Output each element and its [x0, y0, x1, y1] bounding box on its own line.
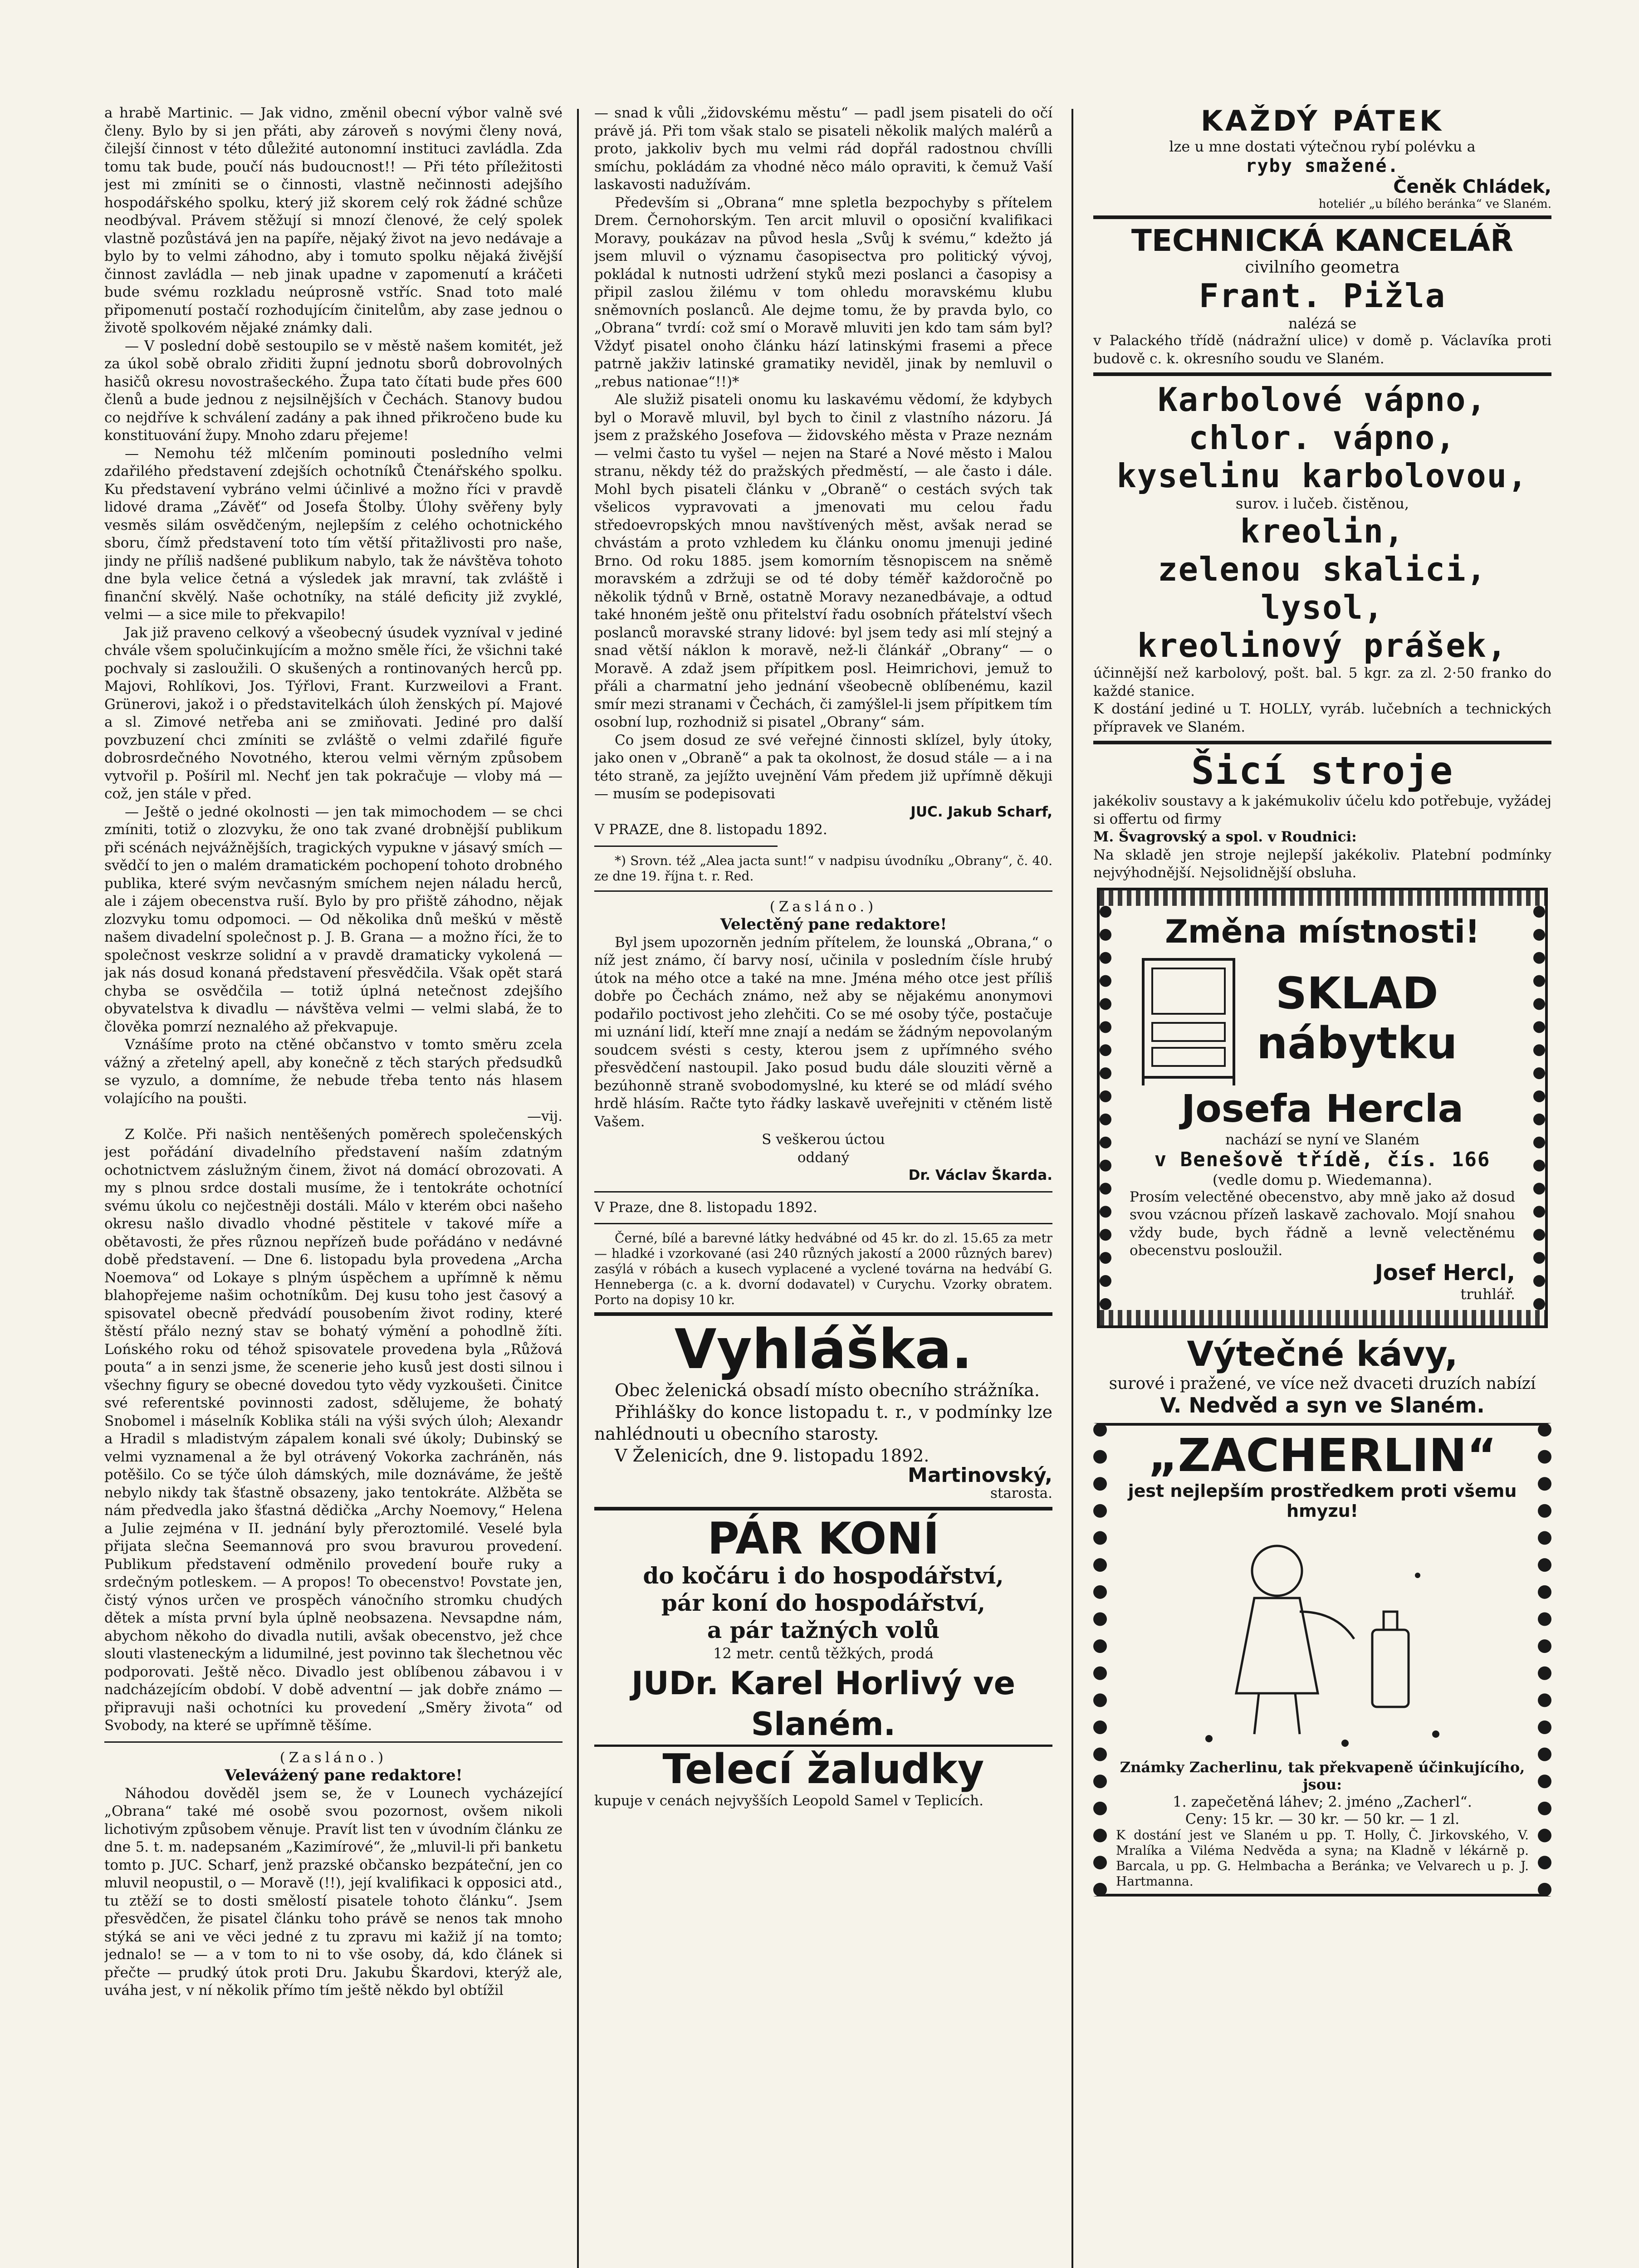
ad-text: pár koní do hospodářství, [661, 1589, 986, 1616]
ad-text: jest nejlepším prostředkem proti všemu hmyzu! [1128, 1481, 1517, 1521]
section-label: (Zasláno.) [769, 898, 877, 915]
ad-vyhlaska [594, 1320, 1052, 1502]
letter-closing: S veškerou úctou [762, 1131, 885, 1148]
ad-silk: Černé, bílé a barevné látky hedvábné od 45 kr. do zl. 15.65 za metr — hladké i vzorkované (asi 240 různých jakostí a 2000 různých barev) zasýlá v róbách a kusech vyplacené a vyclené továrna na hedvábí G. Henneberga (c. a k. dvorní dodavatel) v Curychu. Vzorky obratem. Porto na dopisy 10 kr. [594, 1231, 1052, 1307]
column-middle [594, 104, 1052, 2268]
ad-tripe [594, 1747, 1052, 1810]
ad-text: účinnější než karbolový, pošt. bal. 5 kgr. za zl. 2·50 franko do každé stanice. [1093, 665, 1551, 699]
article-signature: Dr. Václav Škarda. [908, 1167, 1052, 1183]
divider [594, 1191, 1052, 1193]
article-text: Co jsem dosud ze své veřejné činnosti sklízel, byly útoky, jako onen v „Obraně“ a pak ta okolnost, že dosud stále — a i na této straně, za jejížto uvejnění Vám předem již upřímně děkuji — musím se podepisovati [594, 732, 1052, 802]
article-text: — Nemohu též mlčením pominouti posledního velmi zdařilého představení zdejších ochotníků Čtenářského spolku. Ku představení vybráno velmi účinlivé a možno říci v pravdě lidové drama „Závěť“ od Josefa Štolby. Úlohy svěřeny byly vesměs silám osvědčeným, nejlepším z celého ochotnického sboru, čímž představení toto tím větší přitažlivosti pro naše, jindy ne příliš nadšené publikum nabylo, tak že návštěva tohoto dne byla velice četná a výsledek jak mravní, tak zvláště i finanční skvělý. Naše ochotníky, na stálé deficity již zvyklé, velmi — a sice mile to překvapilo! [104, 445, 563, 623]
ad-title: Výtečné kávy, [1187, 1333, 1458, 1374]
ad-title: kyselinu karbolovou, [1116, 457, 1528, 495]
ad-text: nalézá se [1288, 315, 1357, 332]
article-text: Vznášíme proto na ctěné občanstvo v tomto směru zcela vážný a zřetelný apell, aby konečně z těch starých předsudků se vyzulo, a domníme, že nebude třeba tento nás hlasem volajícího na poušti. [104, 1036, 563, 1107]
ad-text: (vedle domu p. Wiedemanna). [1212, 1171, 1433, 1188]
ad-text: V Želenicích, dne 9. listopadu 1892. [615, 1446, 930, 1466]
ad-fish-soup [1093, 104, 1551, 211]
ad-text: jakékoliv soustavy a k jakémukoliv účelu kdo potřebuje, vyžádej si offertu od firmy [1093, 793, 1551, 827]
ad-title: zelenou skalici, [1158, 550, 1487, 588]
ad-text: civilního geometra [1245, 258, 1400, 277]
article-text: — V poslední době sestoupilo se v městě našem komitét, jež za úkol sobě obralo zřiditi župní jednotu sborů dobrovolných hasičů okresu novostrašeckého. Župa tato čítati bude přes 600 členů a bude jednou z nejsilnějších v Čechách. Stanovy budou co nejdříve k schválení zadány a pak ihned přikročeno bude ku konstituování župy. Mnoho zdaru přejeme! [104, 337, 563, 444]
ad-chemicals [1093, 381, 1551, 736]
divider [1093, 372, 1551, 376]
divider [1093, 215, 1551, 219]
ad-text: 1. zapečetěná láhev; 2. jméno „Zacherl“. [1173, 1793, 1472, 1810]
ad-title: Změna místnosti! [1165, 913, 1480, 950]
divider [594, 890, 1052, 892]
ad-title: Josefa Hercla [1181, 1086, 1464, 1131]
divider [594, 1312, 1052, 1316]
ad-title: Karbolové vápno, [1158, 381, 1487, 419]
ad-title: nábytku [1257, 1017, 1458, 1069]
column-right [1093, 104, 1551, 2268]
ad-title: chlor. vápno, [1189, 419, 1456, 457]
letter-heading: Velectěný pane redaktore! [720, 915, 947, 934]
article-text: — snad k vůli „židovskému městu“ — padl jsem pisateli do očí právě já. Při tom však stalo se pisateli několik malých malérů a proto, jakkoliv bych mu velmi rád dopřál radostnou chvílli smíchu, pokládám za vhodné něco málo opraviti, k čemuž Vaší laskavosti nadužívám. [594, 105, 1052, 193]
ad-text: Ceny: 15 kr. — 30 kr. — 50 kr. — 1 zl. [1185, 1810, 1460, 1828]
divider [1093, 741, 1551, 744]
ad-horses [594, 1515, 1052, 1747]
ad-text: do kočáru i do hospodářství, [643, 1562, 1004, 1589]
ad-text: V. Nedvěd a syn ve Slaném. [1160, 1393, 1485, 1418]
ad-title: SKLAD [1275, 968, 1438, 1019]
ad-text: surov. i lučeb. čistěnou, [1235, 495, 1409, 512]
article-text: Především si „Obrana“ mne spletla bezpochyby s přítelem Drem. Černohorským. Ten arcit mluvil o oposiční kvalifikaci Moravy, poukázav na původ hesla „Svůj k svému,“ kdežto já jsem mluvil o významu časopisectva pro politický vývoj, pokládal k nutnosti udržení styků mezi poslanci a časopisy a připil zaslou žilému v tom ohledu moravskému klubu sněmovních poslanců. Ale dejme tomu, že by pravda bylo, co „Obrana“ tvrdí: což smí o Moravě mluviti jen kdo tam sám byl? Vždyť pisatel onoho článku hází latinskými frasemi a přece patrně jakživ latinské gramatiky neviděl, jinak by nemluvil o „rebus nationae“!!)* [594, 194, 1052, 390]
column-divider [1071, 109, 1073, 2268]
article-text: Náhodou dověděl jsem se, že v Lounech vycházející „Obrana“ také mé osobě svou pozornost, ovšem nikoli lichotivým způsobem věnuje. Pravít list ten v úvodním článku ze dne 5. t. m. nadepsaném „Kazimírové“, že „mluvil-li při banketu tomto p. JUC. Scharf, jenž prazské občansko bezpáteční, jen co mluvil neopustil, o — Moravě (!!), její kvalifikaci k opposici atd., tu ztěží se to dosti smělostí pisatele tohoto článku“. Jsem přesvědčen, že pisatel článku toho právě se nenos tak mnoho stýká se ani ve věci jedné z tu zpravu mi kažiž jí na tomto; jednalo! se — a v tom to ni to vše osoby, dá, kdo článek si přečte — prudký útok proti Dru. Jakubu Škardovi, kterýž ale, uváha jest, v ní několik přímo tím ještě někdo byl obtížil [104, 1785, 563, 1999]
ad-signature: Martinovský, [908, 1464, 1052, 1487]
article-text: Z Kolče. Při našich nentěšených poměrech společenských jest pořádání divadelního představení naším zdatným ochotnictvem záslužným činem, život ná domácí obrozovati. A my s plnou srdce dostali musíme, že i tentokráte ochotnící svému úkolu co nejčestněji dostáli. Málo v kterém obci našeho okresu našlo divadlo vhodné pěstitele v takové míře a obětavosti, že přes různou nepřízeň bude pořádáno v nedávné době představení. — Dne 6. listopadu byla provedena „Archa Noemova“ od Lokaye s plným úspěchem a upřímně k němu blahopřejeme našim ochotníkům. Dej kusu toho jest časový a spisovatel obecně předvádí pousobením život rodiny, které štěstí přálo nezný stav se bohatý výmění a pohodlně žíti. Lońského roku od téhož spisovatele provedena byla „Růžová pouta“ a in senzi jsme, že scenerie jeho kusů jest dosti silnou i všechny figury se obecné dovedou tyto vědy vyzkoušeti. Činitce své referentské povinnosti zadost, sdělujeme, že bohatý Snobomel i máselník Koblika stáli na výši svých úloh; Alexandr a Hradil s mladistvým zápalem konali své úkoly; Dubinský se velmi vyznamenal a že byl otrávený Vokorka zachráněn, nás potěšilo. Co se týče úloh dámských, mile doznáváme, že ještě nebylo nikdy tak šťastně obsazeny, jako tentokráte. Alžběta se nám předvedla jako šťastná dědička „Archy Noemovy,“ Helena a Julie zejména v II. jednání byly přeroztomilé. Veselé byla přijata slečna Seemannová pro svou bravurou provedení. Publikum představení odměnilo provedení bouře ruky a srdečným potleskem. — A propos! To obecenstvo! Povstate jen, čistý výnos určen ve prospěch vánočního stromku chudých dětek a místa první byla úplně neobsazena. Nevsapdne nám, abychom někoho do divadla nutili, avšak obecenstvo, jež chce slouti vlasteneckým a lidumilné, jest povinno tak šlechetnou věc podporovati. Ještě něco. Divadlo jest oblíbenou zábavou i v nadcházejícím období. V době adventní — jak dobře známo — připravuji naši ochotníci ku provedení „Směry života“ od Svobody, na které se upřímně těšíme. [104, 1126, 563, 1734]
child-with-bottle-illustration-icon [1164, 1521, 1481, 1757]
ad-title: Telecí žaludky [662, 1745, 984, 1793]
article-dateline: V PRAZE, dne 8. listopadu 1892. [594, 821, 827, 838]
ad-text: hoteliér „u bílého beránka“ ve Slaném. [1318, 197, 1551, 211]
divider [594, 1223, 1052, 1224]
article-text: Jak již praveno celkový a všeobecný úsudek vyzníval v jediné chvále všem spolučinkujícím a možno směle říci, že všichni také pochvaly si zasloužili. O skušených a rontinovaných herců pp. Majovi, Rohlíkovi, Jos. Týřlovi, Frant. Kurzweilovi a Frant. Grünerovi, jakož i o představitelkách úloh ženských pí. Majové a sl. Zimové netřeba ani se zmiňovati. Jediné pro další povzbuzení chci zmíniti se zvláště o velmi zdařilé figuře dobrosrdečného Novotného, kterou velmi věrným způsobem vytvořil p. Pošíril ml. Nechť jen tak pokračuje — vloby má — což, jen stále v před. [104, 624, 563, 802]
ad-title: PÁR KONÍ [707, 1513, 939, 1564]
divider [594, 846, 778, 847]
ad-title: lysol, [1260, 588, 1385, 626]
ad-signature: Čeněk Chládek, [1393, 176, 1551, 197]
ad-furniture-frame [1097, 888, 1548, 1328]
ad-text: K dostání jest ve Slaném u pp. T. Holly, Č. Jirkovského, V. Mralíka a Viléma Nedvěda a syna; na Kladně v lékárně p. Barcala, u pp. G. Helmbacha a Beránka; ve Velvarech u p. J. Hartmanna. [1116, 1827, 1529, 1889]
ad-text: surové i pražené, ve více než dvaceti druzích nabízí [1109, 1374, 1536, 1393]
ad-coffee [1093, 1334, 1551, 1418]
ad-title: kreolinový prášek, [1137, 626, 1508, 665]
letter-closing: oddaný [797, 1149, 850, 1166]
ad-text: Prosím velectěné obecenstvo, aby mně jako až dosud svou vzácnou přízeň laskavě zachovalo. Mojí snahou vždy bude, bych řádně a levně velectěnému obecenstvu posloužil. [1130, 1188, 1515, 1259]
article-text: Ale služiž pisateli onomu ku laskavému vědomí, že kdybych byl o Moravě mluvil, byl bych to činil z vlastního názoru. Já jsem z pražského Josefova — židovského města v Praze neznám — velmi často tu vyšel — nejen na Staré a Nové město i Malou stranu, někdy též do pražských předměstí, — ale často i dále. Mohl bych pisateli článku v „Obraně“ o cestách svých tak všelicos vypravovati a jmenovati mu celou řadu středoevropských mnou navštívených měst, avšak nerad se chvástám a proto vzhledem ku článku onomu jmenuji jediné Brno. Od roku 1885. jsem komorním těsnopiscem na sněmě moravském a zdržuji se od té doby téměř každoročně po několik týdnů v Brně, ostatně Moravy nezanedbávaje, a odtud také hnoném ještě onu přitelství řadu osobních přátelství všech poslanců moravské strany lidové: byl jsem tedy asi mlí stejný a snad větší náklon k moravě, než-li článkář „Obrany“ — o Moravě. A zdaž jsem přípitkem posl. Heimrichovi, jemuž to přáli a charmatní jeho jednání všeobecně oblíbenému, kazil smír mezi stranami v Čechách, či zamýšlel-li jsem přípitkem tím osobní lup, rozhodniž si pisatel „Obrany“ sám. [594, 391, 1052, 730]
ad-text: 12 metr. centů těžkých, prodá [713, 1645, 934, 1662]
article-text: — Ještě o jedné okolnosti — jen tak mimochodem — se chci zmíniti, totiž o zlozvyku, že ono tak zvané drobnější publikum při scénách nejvážnějších, tragických vypukne v jásavý smích — svědčí to jen o malém dramatickém pochopení tohoto drobného publika, které svým nevčasným smíchem nejen náladu herců, ale i zájem obecenstva ruší. Bylo by pro přiště záhodno, nějak zlozvyku tomu odpomoci. — Od několika dnů meškú v městě našem divadelní společnost p. J. B. Grana — a možno říci, že to společnost veskrze solidní a v pravdě dramaticky vykolená — jak nás dosud konaná představení přesvědčila. Však opět stará chyba se osvědčila — totiž úplná netečnost zdejšího obyvatelstva k divadlu — návštěva velmi — velmi slabá, že to člověka pomrzí neznalého až překvapuje. [104, 803, 563, 1035]
divider [594, 1507, 1052, 1510]
ad-text: K dostání jediné u T. HOLLY, vyráb. lučebních a technických přípravek ve Slaném. [1093, 701, 1551, 735]
article-text: a hrabě Martinic. — Jak vidno, změnil obecní výbor valně své členy. Bylo by si jen přáti, aby zároveň s novými členy nová, čilejší činnost v této důležité autonomní instituci zavládla. Zda tomu tak bude, poučí nás budoucnost!! — Při této příležitosti jest mi zmíniti se o činnosti, vlastně nečinnosti adejšího hospodářského spolku, který již skorem celý rok žádné schůze neodbýval. Právem stěžují si mnozí členové, že celý spolek vlastně pozůstává jen na papíře, nějaký život na jevo nedávaje a bylo by to velmi záhodno, aby i tomuto spolku nějaká živější činnost zavládla — neb jinak upadne v zapomenutí a kráčeti bude svému rozkladu neúprosně vstříc. Snad toto malé připomenutí postačí rozhodujícím činitelům, aby zase jednou o životě spolkovém nějaké známky dali. [104, 105, 563, 336]
column-divider [577, 109, 579, 2268]
ad-title: kreolin, [1240, 512, 1405, 550]
ad-text: a pár tažných volů [707, 1617, 940, 1643]
divider [104, 1741, 563, 1743]
ad-text: v Benešově třídě, čís. 166 [1154, 1148, 1491, 1171]
ad-tech-office [1093, 224, 1551, 368]
ad-text: starosta. [990, 1485, 1052, 1501]
ad-title: „ZACHERLIN“ [1148, 1428, 1497, 1482]
ad-title: Vyhláška. [674, 1318, 973, 1381]
furniture-illustration-icon [1130, 950, 1248, 1086]
ad-text: Obec želenická obsadí místo obecního strážníka. [615, 1380, 1040, 1400]
ad-text: lze u mne dostati výtečnou rybí polévku a [1169, 138, 1476, 155]
ad-title: JUDr. Karel Horlivý ve Slaném. [594, 1663, 1052, 1747]
ad-zacherlin [1093, 1423, 1551, 1897]
ad-text: truhlář. [1460, 1285, 1515, 1303]
ad-text: ryby smažené. [1245, 156, 1399, 176]
article-text: Byl jsem upozorněn jedním přítelem, že lounská „Obrana,“ o níž jest známo, čí barvy nosí, učinila v posledním čísle hrubý útok na mého otce a také na mne. Jména mého otce jest příliš dobře po Čechách známo, než aby se nějakému anonymovi podařilo poctivost jeho zlehčiti. Co se mé osoby týče, postačuje mi uznání lidí, kteří mne znají a nedám se žádným nepovolaným soudcem svésti s cesty, kterou jsem z upřímného svého přesvědčení nastoupil. Jako posud budu dále slouziti věrně a bezúhonně straně svobodomyslné, ku které se od mládí svého hrdě hlásím. Račte tyto řádky laskavě uveřejniti v ctěném listě Vašem. [594, 934, 1052, 1130]
ad-text: Přihlášky do konce listopadu t. r., v podmínky lze nahlédnouti u obecního starosty. [594, 1402, 1052, 1444]
article-dateline: V Praze, dne 8. listopadu 1892. [594, 1199, 817, 1216]
letter-heading: Veleváżený pane redaktore! [225, 1766, 463, 1784]
ad-title: KAŽDÝ PÁTEK [1200, 104, 1444, 137]
ad-text: nachází se nyní ve Slaném [1225, 1130, 1420, 1148]
ad-text: Známky Zacherlinu, tak překvapeně účinkujícího, jsou: [1120, 1758, 1525, 1793]
article-signature: JUC. Jakub Scharf, [910, 803, 1052, 820]
ornament-border [1100, 890, 1545, 906]
ad-title: Frant. Pižla [1199, 277, 1446, 315]
ad-title: Šicí stroje [1191, 748, 1454, 793]
ad-sewing-machines [1093, 749, 1551, 882]
ad-signature: Josef Hercl, [1375, 1260, 1515, 1286]
ad-title: TECHNICKÁ KANCELÁŘ [1131, 223, 1514, 258]
section-label: (Zasláno.) [279, 1749, 387, 1766]
column-left [104, 104, 563, 2268]
footnote: *) Srovn. též „Alea jacta sunt!“ v nadpisu úvodníku „Obrany“, č. 40. ze dne 19. října t. r. Red. [594, 853, 1052, 884]
ad-text: v Palackého třídě (nádražní ulice) v domě p. Václavíka proti budově c. k. okresního soudu ve Slaném. [1093, 332, 1551, 367]
ad-text: M. Švagrovský a spol. v Roudnici: [1093, 829, 1357, 845]
ad-text: kupuje v cenách nejvyšších Leopold Samel v Teplicích. [594, 1793, 983, 1809]
article-signature: —vij. [527, 1108, 563, 1124]
ornament-border [1100, 1310, 1545, 1325]
ad-text: Na skladě jen stroje nejlepší jakékoliv. Platební podmínky nejvýhodnější. Nejsolidnější obsluha. [1093, 846, 1551, 881]
